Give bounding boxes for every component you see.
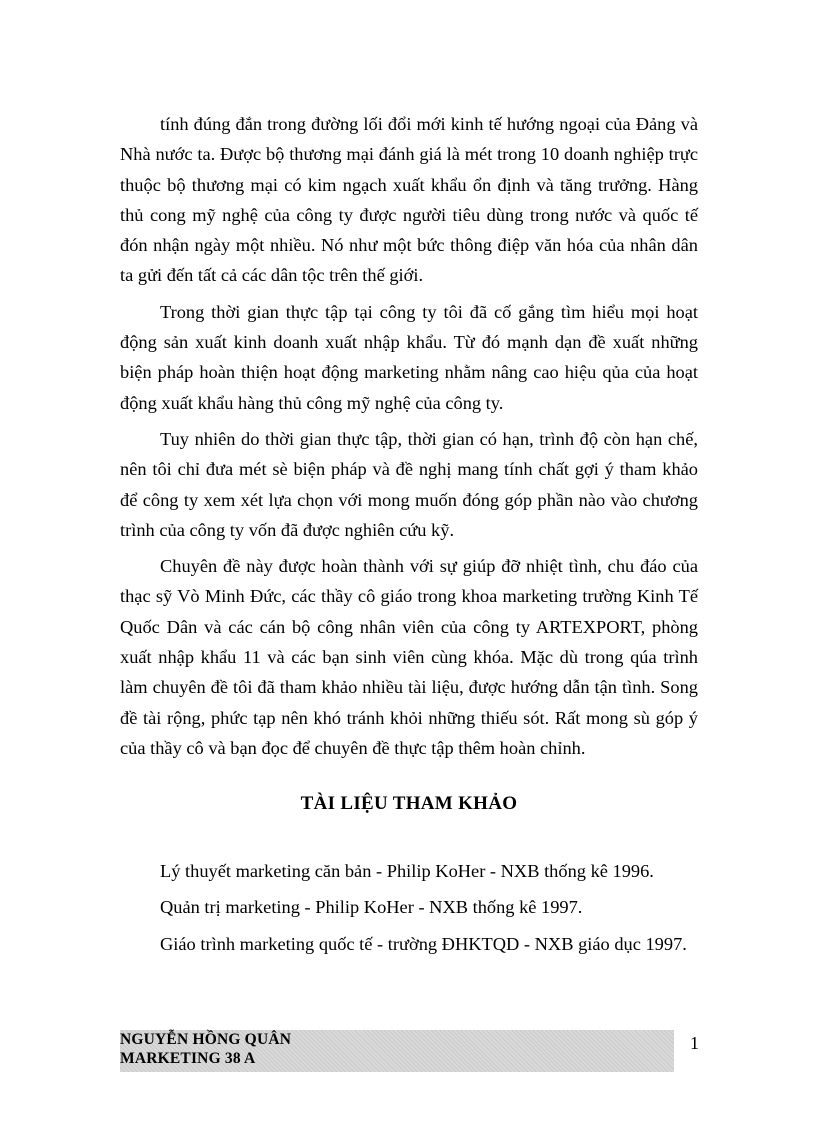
references-list xyxy=(120,856,698,965)
references-title: TÀI LIỆU THAM KHẢO xyxy=(300,793,518,814)
footer-author: NGUYỄN HỒNG QUÂN xyxy=(120,1031,292,1048)
page-footer xyxy=(120,1030,674,1072)
paragraph-2: Trong thời gian thực tập tại công ty tôi đã cố gắng tìm hiểu mọi hoạt động sản xuất kinh doanh xuất nhập khẩu. Từ đó mạnh dạn đề xuất những biện pháp hoàn thiện hoạt động marketing nhằm nâng cao hiệu qủa của hoạt động xuất khẩu hàng thủ công mỹ nghệ của công ty. xyxy=(120,301,698,413)
body-text xyxy=(120,109,698,769)
page-number: 1 xyxy=(690,1033,699,1053)
reference-item-2: Quản trị marketing - Philip KoHer - NXB thống kê 1997. xyxy=(160,897,583,918)
reference-item-1: Lý thuyết marketing căn bản - Philip KoHer - NXB thống kê 1996. xyxy=(160,861,654,881)
paragraph-3: Tuy nhiên do thời gian thực tập, thời gian có hạn, trình độ còn hạn chế, nên tôi chỉ đưa mét sè biện pháp và đề nghị mang tính chất gợi ý tham khảo để công ty xem xét lựa chọn với mong muốn đóng góp phần nào vào chương trình của công ty vốn đã được nghiên cứu kỹ. xyxy=(120,428,698,540)
paragraph-4: Chuyên đề này được hoàn thành với sự giúp đỡ nhiệt tình, chu đáo của thạc sỹ Vò Minh Đức, các thầy cô giáo trong khoa marketing trường Kinh Tế Quốc Dân và các cán bộ công nhân viên của công ty ARTEXPORT, phòng xuất nhập khẩu 11 và các bạn sinh viên cùng khóa. Mặc dù trong qúa trình làm chuyên đề tôi đã tham khảo nhiều tài liệu, được hướng dẫn tận tình. Song đề tài rộng, phức tạp nên khó tránh khỏi những thiếu sót. Rất mong sù góp ý của thầy cô và bạn đọc để chuyên đề thực tập thêm hoàn chỉnh. xyxy=(120,556,698,758)
footer-class: MARKETING 38 A xyxy=(120,1050,256,1067)
reference-item-3: Giáo trình marketing quốc tế - trường ĐHKTQD - NXB giáo dục 1997. xyxy=(160,933,687,954)
paragraph-1: tính đúng đắn trong đường lối đổi mới kinh tế hướng ngoại của Đảng và Nhà nước ta. Được bộ thương mại đánh giá là mét trong 10 doanh nghiệp trực thuộc bộ thương mại có kim ngạch xuất khẩu ổn định và tăng trưởng. Hàng thủ cong mỹ nghệ của công ty được người tiêu dùng trong nước và quốc tế đón nhận ngày một nhiều. Nó như một bức thông điệp văn hóa của nhân dân ta gửi đến tất cả các dân tộc trên thế giới. xyxy=(120,114,698,286)
